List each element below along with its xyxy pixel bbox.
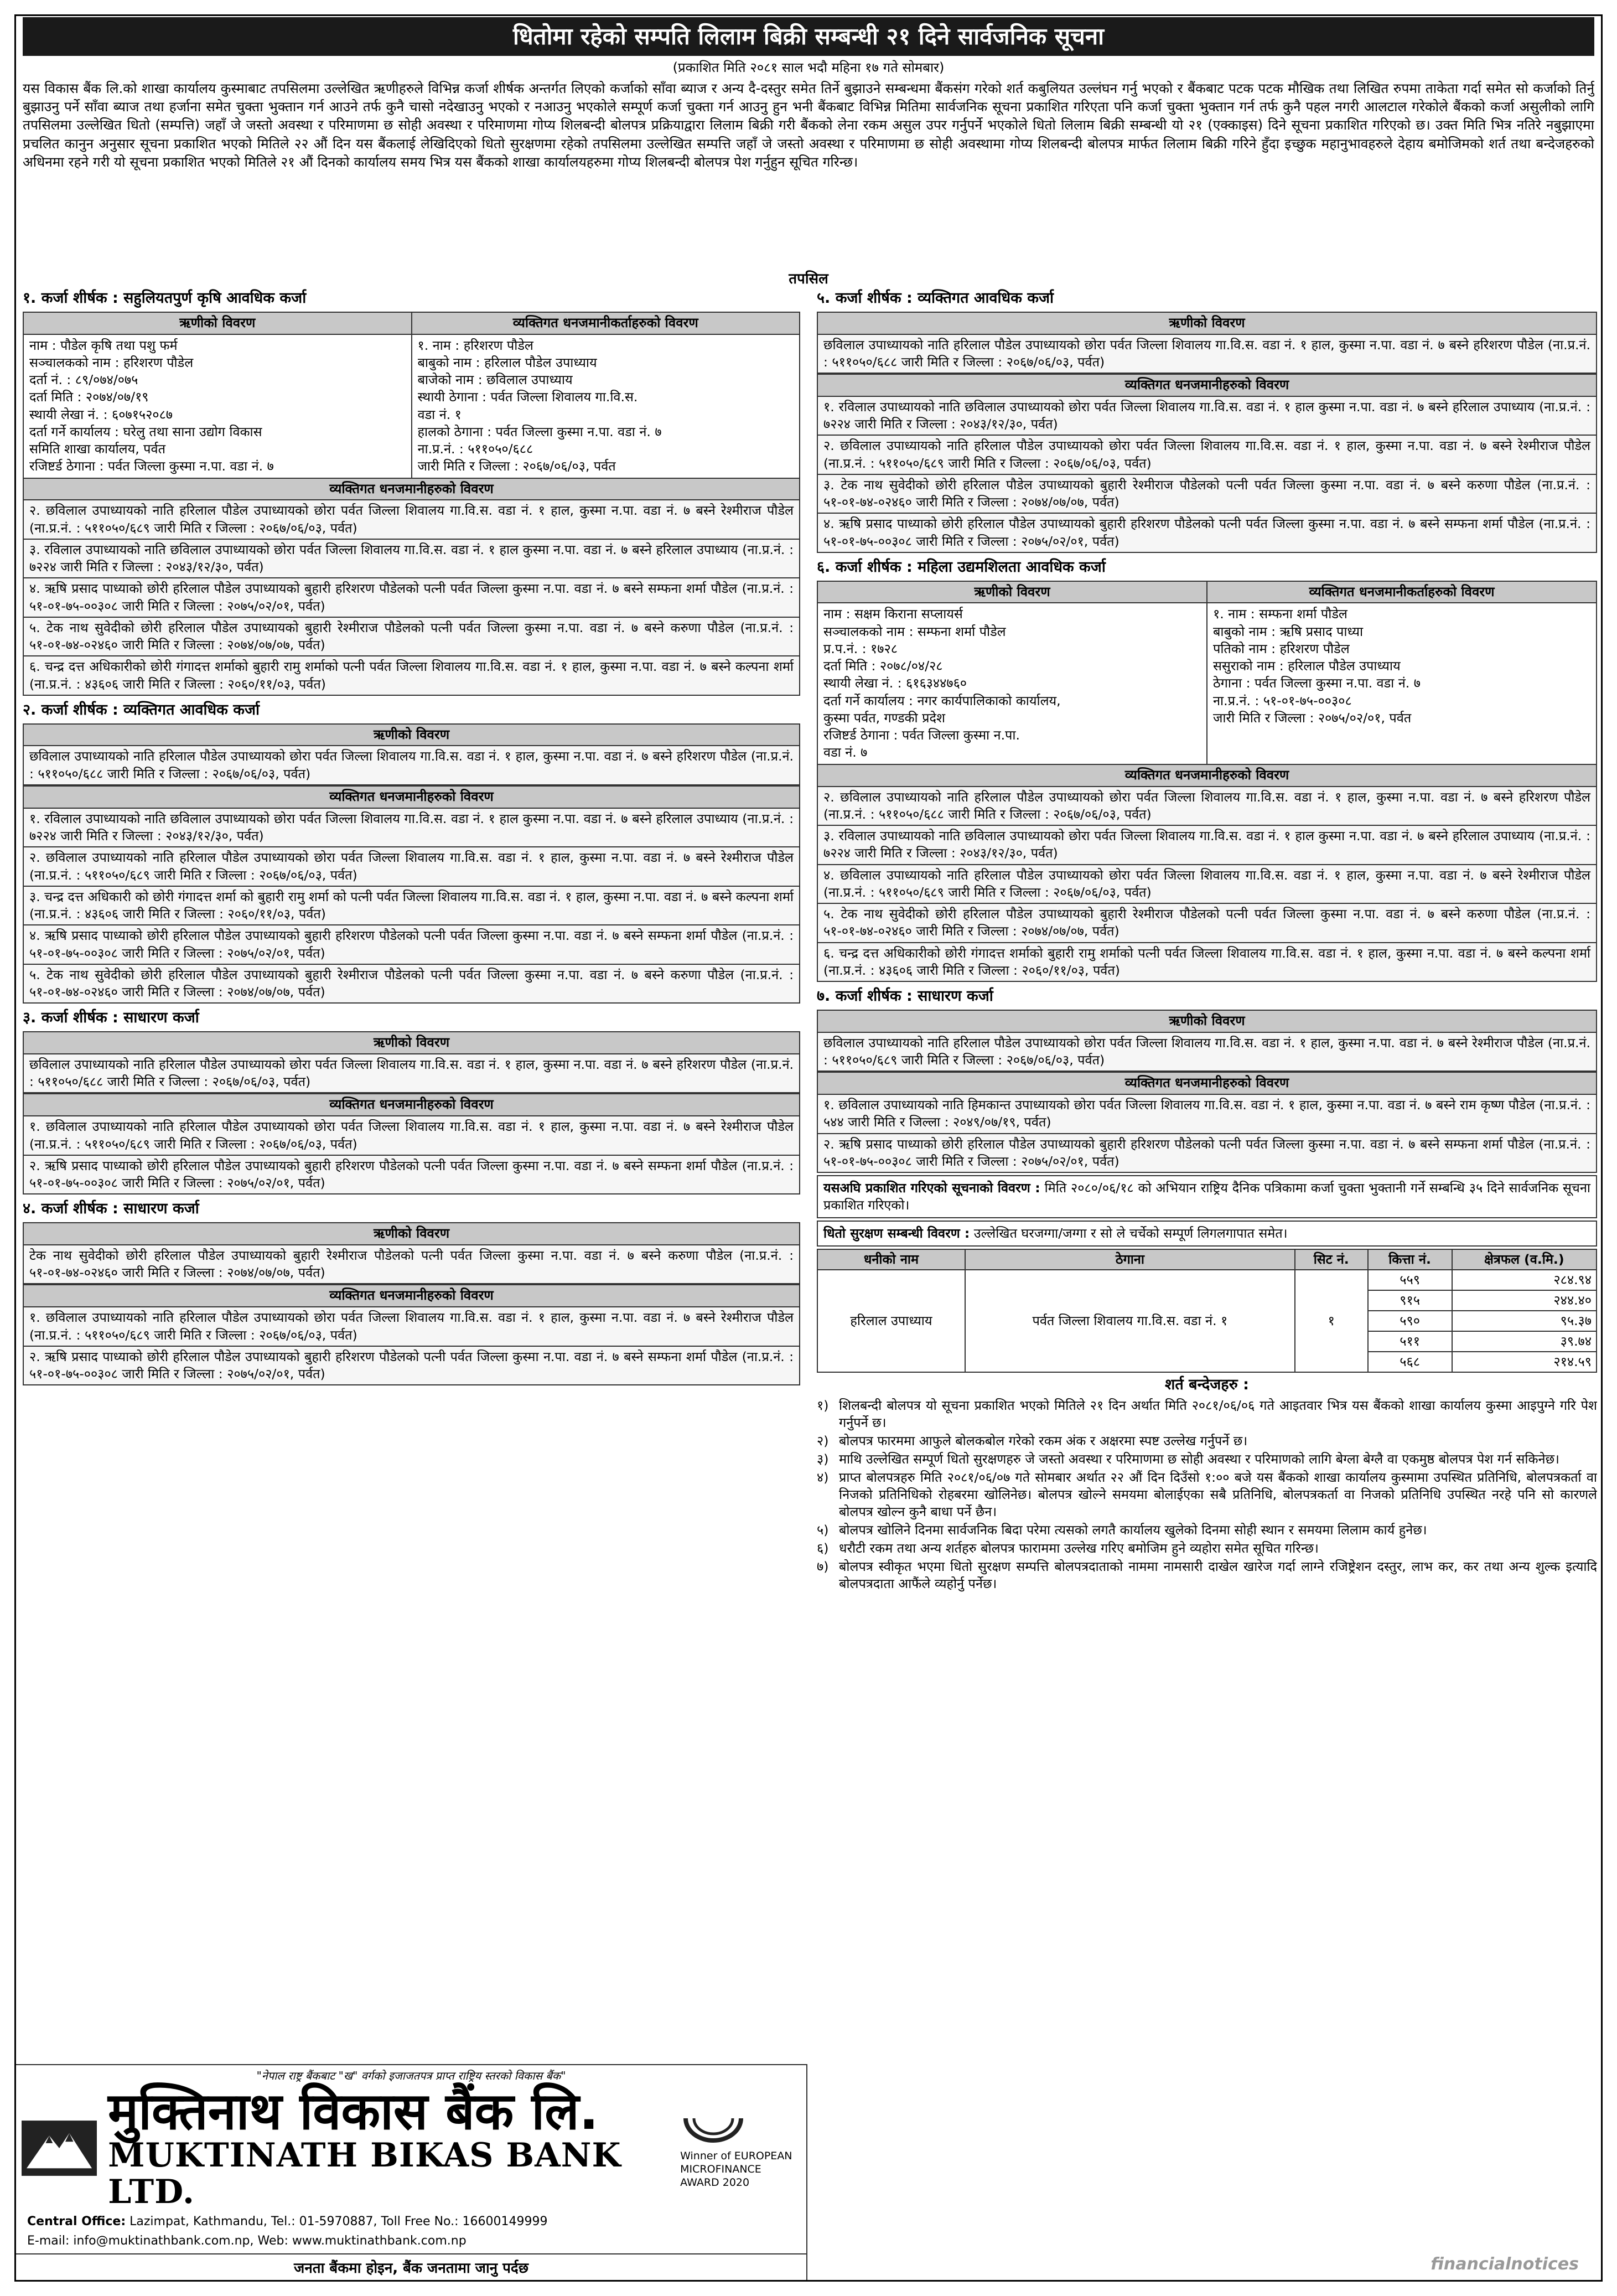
award-badge — [680, 2107, 801, 2189]
borrower-details — [24, 335, 411, 478]
detail-line: बाबुको नाम : ऋषि प्रसाद पाध्या — [1213, 623, 1364, 639]
borrower-details — [818, 603, 1206, 763]
award-text: Winner of EUROPEAN MICROFINANCE AWARD 2020 — [680, 2150, 792, 2189]
detail-line: बाजेको नाम : छविलाल उपाध्याय — [417, 372, 573, 388]
detail-line: दर्ता मिति : २०७८/०४/२८ — [823, 658, 943, 674]
term-item — [817, 1558, 1597, 1592]
cell-area: ९५.३७ — [1452, 1311, 1597, 1331]
publish-date: (प्रकाशित मिति २०८१ साल भदौ महिना १७ गते सोमबार) — [672, 60, 945, 75]
guarantor-details — [412, 335, 800, 478]
detail-line: ना.प्र.नं. : ५११०५०/६८८ — [417, 441, 533, 457]
col-owner: धनीको नाम — [817, 1249, 965, 1270]
section-title: ७. कर्जा शीर्षक : साधारण कर्जा — [817, 987, 993, 1005]
term-text: प्राप्त बोलपत्रहरु मिति २०८१/०६/०७ गते सोमबार अर्थात २२ औं दिन दिउँसो १:०० बजे यस बैंकको शाखा कार्यालय कुस्मामा उपस्थित प्रतिनिधि, बोलपत्रकर्ता वा निजको प्रतिनिधिको रोहबरमा खोलिनेछ। बोलपत्र खोल्ने समयमा बोलाईएका सबै प्रतिनिधि, बोलपत्रकर्ता वा निजको प्रतिनिधि उपस्थित नरहे पनि सो कारणले बोलपत्र खोल्न कुनै बाधा पर्ने छैन। — [839, 1469, 1597, 1519]
borrower-header: ऋणीको विवरण — [818, 1011, 1596, 1033]
cell-kitta: ५६८ — [1368, 1352, 1452, 1372]
term-text: शिलबन्दी बोलपत्र यो सूचना प्रकाशित भएको मितिले २१ दिन अर्थात मिति २०८१/०६/०६ गते आइतवार भित्र यस बैंकको शाखा कार्यालय कुस्मा आइपुग्ने गरि पेश गर्नुपर्ने छ। — [839, 1397, 1597, 1430]
cell-area: २१४.५९ — [1452, 1352, 1597, 1372]
detail-line: नाम : सक्षम किराना सप्लायर्स — [823, 606, 963, 622]
security-text: उल्लेखित घरजग्गा/जग्गा र सो ले चर्चेको सम्पूर्ण लिगलगापात समेत। — [973, 1225, 1288, 1242]
table-row — [817, 1270, 1597, 1290]
cell-area: २८४.९४ — [1452, 1270, 1597, 1290]
detail-line: समिति शाखा कार्यालय, पर्वत — [29, 441, 165, 457]
detail-line: दर्ता नं. : ८९/०७४/०७५ — [29, 372, 138, 388]
security-details — [817, 1221, 1597, 1247]
guarantor-header: व्यक्तिगत धनजमानीकर्ताहरुको विवरण — [1207, 582, 1596, 604]
term-text: धरौटी रकम तथा अन्य शर्तहरु बोलपत्र फाराममा उल्लेख गरिए बमोजिम हुने व्यहोरा समेत सूचित गरिन्छ। — [839, 1540, 1319, 1556]
cell-kitta: ५९० — [1368, 1311, 1452, 1331]
terms-section — [817, 1375, 1597, 1592]
detail-line: कुस्मा पर्वत, गण्डकी प्रदेश — [823, 710, 945, 726]
guarantor-row: ४. छविलाल उपाध्यायको नाति हरिलाल पौडेल उपाध्यायको छोरा पर्वत जिल्ला शिवालय गा.वि.स. वडा नं. १ हाल, कुस्मा न.पा. वडा नं. ७ बस्ने रेश्मीराज पौडेल (ना.प्र.नं. : ५११०५०/६८९ जारी मिति र जिल्ला : २०६७/०६/०३, पर्वत) — [818, 865, 1596, 904]
guarantor-row: ५. टेक नाथ सुवेदीको छोरी हरिलाल पौडेल उपाध्यायको बुहारी रेश्मीराज पौडेलको पत्नी पर्वत जिल्ला कुस्मा न.पा. वडा नं. ७ बस्ने करुणा पौडेल (ना.प्र.नं. : ५१-०१-७४-०२४६० जारी मिति र जिल्ला : २०७४/०७/०७, पर्वत) — [24, 965, 799, 1003]
guarantors-header: व्यक्तिगत धनजमानीहरुको विवरण — [24, 479, 799, 501]
cell-kitta: ९१५ — [1368, 1290, 1452, 1311]
guarantor-row: ३. रविलाल उपाध्यायको नाति छविलाल उपाध्यायको छोरा पर्वत जिल्ला शिवालय गा.वि.स. वडा नं. १ हाल कुस्मा न.पा. वडा नं. ७ बस्ने हरिलाल उपाध्याय (ना.प्र.नं. : ७२२४ जारी मिति र जिल्ला : २०४३/१२/३०, पर्वत) — [818, 826, 1596, 865]
detail-line: रजिष्टर्ड ठेगाना : पर्वत जिल्ला कुस्मा न.पा. — [823, 727, 1020, 743]
guarantors-header: व्यक्तिगत धनजमानीहरुको विवरण — [24, 1284, 799, 1307]
contact-info — [16, 2214, 806, 2230]
license-text: "नेपाल राष्ट्र बैंकबाट "ख" वर्गको इजाजतपत्र प्राप्त राष्ट्रिय स्तरको विकास बैंक" — [256, 2069, 566, 2082]
term-number: ३) — [817, 1451, 829, 1467]
guarantor-row: ४. ऋषि प्रसाद पाध्याको छोरी हरिलाल पौडेल उपाध्यायको बुहारी हरिशरण पौडेलको पत्नी पर्वत जिल्ला कुस्मा न.पा. वडा नं. ७ बस्ने सम्फना शर्मा पौडेल (ना.प्र.नं. : ५१-०१-७५-००३०८ जारी मिति र जिल्ला : २०७५/०२/०१, पर्वत) — [24, 578, 799, 618]
guarantors-header: व्यक्तिगत धनजमानीहरुको विवरण — [818, 374, 1596, 397]
guarantor-row: ६. चन्द्र दत्त अधिकारीको छोरी गंगादत्त शर्माको बुहारी रामु शर्माको पत्नी पर्वत जिल्ला शिवालय गा.वि.स. वडा नं. १ हाल, कुस्मा न.पा. वडा नं. ७ बस्ने कल्पना शर्मा (ना.प्र.नं. : ४३६०६ जारी मिति र जिल्ला : २०६०/११/०३, पर्वत) — [24, 656, 799, 695]
guarantor-row: ५. टेक नाथ सुवेदीको छोरी हरिलाल पौडेल उपाध्यायको बुहारी रेश्मीराज पौडेलको पत्नी पर्वत जिल्ला कुस्मा न.पा. वडा नं. ७ बस्ने करुणा पौडेल (ना.प्र.नं. : ५१-०१-७४-०२४६० जारी मिति र जिल्ला : २०७४/०७/०७, पर्वत) — [24, 618, 799, 657]
detail-line: स्थायी ठेगाना : पर्वत जिल्ला शिवालय गा.वि.स. — [417, 389, 638, 405]
detail-line: ससुराको नाम : हरिलाल पौडेल उपाध्याय — [1213, 658, 1401, 674]
term-item — [817, 1397, 1597, 1431]
term-number: २) — [817, 1433, 829, 1449]
guarantor-row: ३. चन्द्र दत्त अधिकारी को छोरी गंगादत्त शर्मा को बुहारी रामु शर्मा को पत्नी पर्वत जिल्ला शिवालय गा.वि.स. वडा नं. १ हाल, कुस्मा न.पा. वडा नं. ७ बस्ने कल्पना शर्मा (ना.प्र.नं. : ४३६०६ जारी मिति र जिल्ला : २०६०/११/०३, पर्वत) — [24, 887, 799, 926]
col-area: क्षेत्रफल (व.मि.) — [1452, 1249, 1597, 1270]
term-item — [817, 1451, 1597, 1468]
guarantor-row: २. ऋषि प्रसाद पाध्याको छोरी हरिलाल पौडेल उपाध्यायको बुहारी हरिशरण पौडेलको पत्नी पर्वत जिल्ला कुस्मा न.पा. वडा नं. ७ बस्ने सम्फना शर्मा पौडेल (ना.प्र.नं. : ५१-०१-७५-००३०८ जारी मिति र जिल्ला : २०७५/०२/०१, पर्वत) — [24, 1347, 799, 1385]
borrower-header: ऋणीको विवरण — [818, 313, 1596, 335]
cell-owner: हरिलाल उपाध्याय — [817, 1270, 965, 1372]
section-title: ३. कर्जा शीर्षक : साधारण कर्जा — [23, 1009, 199, 1027]
borrower-header: ऋणीको विवरण — [24, 725, 799, 747]
borrower-header: ऋणीको विवरण — [24, 313, 411, 335]
guarantor-row: २. ऋषि प्रसाद पाध्याको छोरी हरिलाल पौडेल उपाध्यायको बुहारी हरिशरण पौडेलको पत्नी पर्वत जिल्ला कुस्मा न.पा. वडा नं. ७ बस्ने सम्फना शर्मा पौडेल (ना.प्र.नं. : ५१-०१-७५-००३०८ जारी मिति र जिल्ला : २०७५/०२/०१, पर्वत) — [818, 1134, 1596, 1172]
section-title: २. कर्जा शीर्षक : व्यक्तिगत आवधिक कर्जा — [23, 701, 260, 718]
term-number: ४) — [817, 1469, 829, 1485]
guarantor-row: ५. टेक नाथ सुवेदीको छोरी हरिलाल पौडेल उपाध्यायको बुहारी रेश्मीराज पौडेलको पत्नी पर्वत जिल्ला कुस्मा न.पा. वडा नं. ७ बस्ने करुणा पौडेल (ना.प्र.नं. : ५१-०१-७४-०२४६० जारी मिति र जिल्ला : २०७४/०७/०७, पर्वत) — [818, 904, 1596, 943]
guarantor-row: ४. ऋषि प्रसाद पाध्याको छोरी हरिलाल पौडेल उपाध्यायको बुहारी हरिशरण पौडेलको पत्नी पर्वत जिल्ला कुस्मा न.पा. वडा नं. ७ बस्ने सम्फना शर्मा पौडेल (ना.प्र.नं. : ५१-०१-७५-००३०८ जारी मिति र जिल्ला : २०७५/०२/०१, पर्वत) — [24, 925, 799, 965]
detail-line: दर्ता गर्ने कार्यालय : घरेलु तथा साना उद्योग विकास — [29, 423, 262, 439]
detail-line: वडा नं. १ — [417, 406, 462, 422]
term-text: बोलपत्र फारममा आफुले बोलकबोल गरेको रकम अंक र अक्षरमा स्पष्ट उल्लेख गर्नुपर्ने छ। — [839, 1433, 1248, 1449]
detail-line: सञ्चालकको नाम : हरिशरण पौडेल — [29, 354, 194, 370]
guarantor-row: १. छविलाल उपाध्यायको नाति हरिलाल पौडेल उपाध्यायको छोरा पर्वत जिल्ला शिवालय गा.वि.स. वडा नं. १ हाल, कुस्मा न.पा. वडा नं. ७ बस्ने रेश्मीराज पौडेल (ना.प्र.नं. : ५११०५०/६८९ जारी मिति र जिल्ला : २०६७/०६/०३, पर्वत) — [24, 1116, 799, 1156]
term-item — [817, 1469, 1597, 1521]
cell-kitta: ५११ — [1368, 1331, 1452, 1352]
guarantor-row: २. छविलाल उपाध्यायको नाति हरिलाल पौडेल उपाध्यायको छोरा पर्वत जिल्ला शिवालय गा.वि.स. वडा नं. १ हाल, कुस्मा न.पा. वडा नं. ७ बस्ने हरिशरण पौडेल (ना.प्र.नं. : ५११०५०/६८८ जारी मिति र जिल्ला : २०६७/०६/०३, पर्वत) — [818, 787, 1596, 826]
borrower-row: छविलाल उपाध्यायको नाति हरिलाल पौडेल उपाध्यायको छोरा पर्वत जिल्ला शिवालय गा.वि.स. वडा नं. १ हाल, कुस्मा न.पा. वडा नं. ७ बस्ने रेश्मीराज पौडेल (ना.प्र.नं. : ५११०५०/६८९ जारी मिति र जिल्ला : २०६७/०६/०३, पर्वत) — [818, 1033, 1596, 1072]
detail-line: प्र.प.नं. : १७२८ — [823, 640, 898, 656]
cell-address: पर्वत जिल्ला शिवालय गा.वि.स. वडा नं. १ — [965, 1270, 1295, 1372]
security-label: धितो सुरक्षण सम्बन्धी विवरण : — [823, 1225, 970, 1242]
guarantor-header: व्यक्तिगत धनजमानीकर्ताहरुको विवरण — [412, 313, 800, 335]
guarantor-row: ३. रविलाल उपाध्यायको नाति छविलाल उपाध्यायको छोरा पर्वत जिल्ला शिवालय गा.वि.स. वडा नं. १ हाल कुस्मा न.पा. वडा नं. ७ बस्ने हरिलाल उपाध्याय (ना.प्र.नं. : ७२२४ जारी मिति र जिल्ला : २०४३/१२/३०, पर्वत) — [24, 540, 799, 579]
col-kitta: कित्ता नं. — [1368, 1249, 1452, 1270]
office-label: Central Office: — [27, 2215, 126, 2229]
guarantors-header: व्यक्तिगत धनजमानीहरुको विवरण — [818, 765, 1596, 787]
cell-area: ३९.७४ — [1452, 1331, 1597, 1352]
borrower-row: छविलाल उपाध्यायको नाति हरिलाल पौडेल उपाध्यायको छोरा पर्वत जिल्ला शिवालय गा.वि.स. वडा नं. १ हाल, कुस्मा न.पा. वडा नं. ७ बस्ने हरिशरण पौडेल (ना.प्र.नं. : ५११०५०/६८८ जारी मिति र जिल्ला : २०६७/०६/०३, पर्वत) — [24, 1054, 799, 1094]
term-item — [817, 1522, 1597, 1539]
detail-line: १. नाम : हरिशरण पौडेल — [417, 337, 533, 353]
term-number: ७) — [817, 1558, 829, 1574]
borrower-header: ऋणीको विवरण — [24, 1032, 799, 1054]
cell-kitta: ५५९ — [1368, 1270, 1452, 1290]
detail-line: स्थायी लेखा नं. : ६०७१५२०८७ — [29, 406, 173, 422]
office-address: Lazimpat, Kathmandu, Tel.: 01-5970887, Toll Free No.: 16600149999 — [129, 2215, 548, 2229]
detail-line: १. नाम : सम्फना शर्मा पौडेल — [1213, 606, 1348, 622]
detail-line: ठेगाना : पर्वत जिल्ला कुस्मा न.पा. वडा नं. ७ — [1213, 675, 1421, 691]
section-title: ५. कर्जा शीर्षक : व्यक्तिगत आवधिक कर्जा — [817, 289, 1054, 307]
previous-notice — [817, 1175, 1597, 1218]
term-text: बोलपत्र स्वीकृत भएमा धितो सुरक्षण सम्पत्ति बोलपत्रदाताको नाममा नामसारी दाखेल खारेज गर्दा लाग्ने रजिष्ट्रेशन दस्तुर, लाभ कर, कर तथा अन्य शुल्क इत्यादि बोलपत्रदाता आफैंले व्यहोर्नु पर्नेछ। — [839, 1558, 1597, 1591]
loan-section-2 — [23, 723, 800, 1004]
footer — [16, 2064, 807, 2280]
intro-paragraph: यस विकास बैंक लि.को शाखा कार्यालय कुस्माबाट तपसिलमा उल्लेखित ऋणीहरुले विभिन्न कर्जा शीर्षक अन्तर्गत लिएको कर्जाको साँवा ब्याज र अन्य दै-दस्तुर समेत तिर्ने बुझाउने सम्बन्धमा बैंकसंग गरेको शर्त कबुलियत उल्लंघन गर्नु भएको र बैंकबाट पटक पटक मौखिक तथा लिखित रुपमा ताकेता गर्दा समेत सो कर्जाको तिर्नु बुझाउनु पर्ने साँवा ब्याज तथा हर्जाना समेत चुक्ता भुक्तान गर्न आउने तर्फ कुनै चासो नदेखाउनु भएको र नआउनु भएकोले सम्पूर्ण कर्जा चुक्ता गर्न आउनु हुन भनी बैंकबाट विभिन्न मितिमा सार्वजनिक सूचना प्रकाशित गरिएता पनि कर्जा चुक्ता भुक्तान गर्न तर्फ कुनै पहल नगरी आलटाल गरेकोले बैंकको कर्जा असुलीको लागि तपसिलमा उल्लेखित धितो (सम्पत्ति) जहाँ जे जस्तो अवस्था र परिमाणमा छ सोही अवस्था र परिमाणमा गोप्य शिलबन्दी बोलपत्र प्रक्रियाद्वारा लिलाम बिक्री गरी बैंकको लेना रकम असुल उपर गर्नुपर्ने भएकोले धितो लिलाम बिक्री सम्बन्धी यो २१ (एक्काइस) दिने सूचना प्रकाशित गरिएको छ। उक्त मिति भित्र नतिरे नबुझाएमा प्रचलित कानुन अनुसार सूचना प्रकाशित भएको मितिले २२ औं दिन यस बैंकलाई लेखिदिएको धितो सुरक्षणमा रहेको तपसिलमा उल्लेखित सम्पत्ति जहाँ जे जस्तो अवस्था र परिमाणमा छ सोही अवस्थामा गोप्य शिलबन्दी बोलपत्र मार्फत लिलाम बिक्री गरिने हुँदा इच्छुक महानुभावहरुले देहाय बमोजिमको शर्त तथा बन्देजहरुको अधिनमा रहने गरी यो सूचना प्रकाशित भएको मितिले २१ औं दिनको कार्यालय समय भित्र यस बैंकको शाखा कार्यालयहरुमा गोप्य शिलबन्दी बोलपत्र पेश गर्नुहुन सूचित गरिन्छ। — [23, 80, 1594, 170]
loan-section-5 — [817, 312, 1597, 553]
bank-name-nepali: मुक्तिनाथ विकास बैंक लि. — [108, 2082, 599, 2142]
col-sheet: सिट नं. — [1295, 1249, 1368, 1270]
bank-name-english: MUKTINATH BIKAS BANK LTD. — [108, 2136, 621, 2212]
guarantor-row: ४. ऋषि प्रसाद पाध्याको छोरी हरिलाल पौडेल उपाध्यायको बुहारी हरिशरण पौडेलको पत्नी पर्वत जिल्ला कुस्मा न.पा. वडा नं. ७ बस्ने सम्फना शर्मा पौडेल (ना.प्र.नं. : ५१-०१-७५-००३०८ जारी मिति र जिल्ला : २०७५/०२/०१, पर्वत) — [818, 514, 1596, 552]
collateral-table — [817, 1249, 1597, 1373]
guarantors-header: व्यक्तिगत धनजमानीहरुको विवरण — [24, 1093, 799, 1116]
terms-title: शर्त बन्देजहरु : — [1165, 1376, 1249, 1394]
guarantor-row: २. छविलाल उपाध्यायको नाति हरिलाल पौडेल उपाध्यायको छोरा पर्वत जिल्ला शिवालय गा.वि.स. वडा नं. १ हाल, कुस्मा न.पा. वडा नं. ७ बस्ने रेश्मीराज पौडेल (ना.प्र.नं. : ५११०५०/६८९ जारी मिति र जिल्ला : २०६७/०६/०३, पर्वत) — [24, 500, 799, 540]
section-title: ६. कर्जा शीर्षक : महिला उद्यमशिलता आवधिक कर्जा — [817, 558, 1106, 576]
term-text: माथि उल्लेखित सम्पूर्ण धितो सुरक्षणहरु जे जस्तो अवस्था र परिमाणमा छ सोही अवस्था र परिमाणको लागि बेग्ला बेग्लै वा एकमुष्ठ बोलपत्र पेश गर्न सकिनेछ। — [839, 1451, 1559, 1467]
borrower-header: ऋणीको विवरण — [818, 582, 1206, 604]
col-address: ठेगाना — [965, 1249, 1295, 1270]
detail-line: बाबुको नाम : हरिलाल पौडेल उपाध्याय — [417, 354, 597, 370]
guarantor-row: २. ऋषि प्रसाद पाध्याको छोरी हरिलाल पौडेल उपाध्यायको बुहारी हरिशरण पौडेलको पत्नी पर्वत जिल्ला कुस्मा न.पा. वडा नं. ७ बस्ने सम्फना शर्मा पौडेल (ना.प्र.नं. : ५१-०१-७५-००३०८ जारी मिति र जिल्ला : २०७५/०२/०१, पर्वत) — [24, 1156, 799, 1194]
borrower-row: टेक नाथ सुवेदीको छोरी हरिलाल पौडेल उपाध्यायको बुहारी रेश्मीराज पौडेलको पत्नी पर्वत जिल्ला कुस्मा न.पा. वडा नं. ७ बस्ने करुणा पौडेल (ना.प्र.नं. : ५१-०१-७४-०२४६० जारी मिति र जिल्ला : २०७४/०७/०७, पर्वत) — [24, 1245, 799, 1285]
guarantor-details — [1207, 603, 1596, 729]
detail-line: दर्ता गर्ने कार्यालय : नगर कार्यपालिकाको कार्यालय, — [823, 692, 1061, 709]
email-web: E-mail: info@muktinathbank.com.np, Web: www.muktinathbank.com.np — [27, 2234, 467, 2248]
detail-line: ना.प्र.नं. : ५१-०१-७५-००३०८ — [1213, 692, 1352, 709]
watermark: financialnotices — [1431, 2254, 1579, 2274]
term-text: बोलपत्र खोलिने दिनमा सार्वजनिक बिदा परेमा त्यसको लगतै कार्यालय खुलेको दिनमा सोही स्थान र समयमा लिलाम कार्य हुनेछ। — [839, 1522, 1427, 1538]
loan-section-7 — [817, 1010, 1597, 1173]
guarantor-row: २. छविलाल उपाध्यायको नाति हरिलाल पौडेल उपाध्यायको छोरा पर्वत जिल्ला शिवालय गा.वि.स. वडा नं. १ हाल, कुस्मा न.पा. वडा नं. ७ बस्ने रेश्मीराज पौडेल (ना.प्र.नं. : ५११०५०/६८९ जारी मिति र जिल्ला : २०६७/०६/०३, पर्वत) — [818, 436, 1596, 475]
borrower-row: छविलाल उपाध्यायको नाति हरिलाल पौडेल उपाध्यायको छोरा पर्वत जिल्ला शिवालय गा.वि.स. वडा नं. १ हाल, कुस्मा न.पा. वडा नं. ७ बस्ने हरिशरण पौडेल (ना.प्र.नं. : ५११०५०/६८८ जारी मिति र जिल्ला : २०६७/०६/०३, पर्वत) — [818, 335, 1596, 374]
right-column — [817, 284, 1597, 2280]
notice-title: धितोमा रहेको सम्पति लिलाम बिक्री सम्बन्धी २१ दिने सार्वजनिक सूचना — [23, 17, 1594, 56]
detail-line: हालको ठेगाना : पर्वत जिल्ला कुस्मा न.पा. वडा नं. ७ — [417, 423, 662, 439]
detail-line: जारी मिति र जिल्ला : २०७५/०२/०१, पर्वत — [1213, 710, 1412, 726]
loan-section-6 — [817, 581, 1597, 982]
guarantor-row: १. रविलाल उपाध्यायको नाति छविलाल उपाध्यायको छोरा पर्वत जिल्ला शिवालय गा.वि.स. वडा नं. १ हाल कुस्मा न.पा. वडा नं. ७ बस्ने हरिलाल उपाध्याय (ना.प्र.नं. : ७२२४ जारी मिति र जिल्ला : २०४३/१२/३०, पर्वत) — [818, 397, 1596, 436]
award-icon — [680, 2107, 747, 2146]
detail-line: रजिष्टर्ड ठेगाना : पर्वत जिल्ला कुस्मा न.पा. वडा नं. ७ — [29, 458, 274, 474]
loan-section-4 — [23, 1222, 800, 1385]
term-item — [817, 1433, 1597, 1450]
cell-area: २४४.४० — [1452, 1290, 1597, 1311]
loan-section-3 — [23, 1031, 800, 1194]
previous-notice-text: मिति २०८०/०६/१८ को अभियान राष्ट्रिय दैनिक पत्रिकामा कर्जा चुक्ता भुक्तानी गर्ने सम्बन्धि ३५ दिने सार्वजनिक सूचना प्रकाशित गरिएको। — [823, 1180, 1590, 1213]
term-number: ६) — [817, 1540, 829, 1556]
tapsil-heading: तपसिल — [789, 270, 828, 287]
previous-notice-label: यसअघि प्रकाशित गरिएको सूचनाको विवरण : — [823, 1180, 1040, 1196]
detail-line: सञ्चालकको नाम : सम्फना शर्मा पौडेल — [823, 623, 1006, 639]
section-title: ४. कर्जा शीर्षक : साधारण कर्जा — [23, 1200, 199, 1218]
notice-page — [14, 14, 1603, 2282]
guarantor-row: २. छविलाल उपाध्यायको नाति हरिलाल पौडेल उपाध्यायको छोरा पर्वत जिल्ला शिवालय गा.वि.स. वडा नं. १ हाल, कुस्मा न.पा. वडा नं. ७ बस्ने रेश्मीराज पौडेल (ना.प्र.नं. : ५११०५०/६८९ जारी मिति र जिल्ला : २०६७/०६/०३, पर्वत) — [24, 847, 799, 887]
detail-line: नाम : पौडेल कृषि तथा पशु फर्म — [29, 337, 178, 353]
borrower-header: ऋणीको विवरण — [24, 1223, 799, 1245]
left-column — [23, 284, 800, 2280]
detail-line: दर्ता मिति : २०७४/०७/१९ — [29, 389, 149, 405]
guarantor-row: १. छविलाल उपाध्यायको नाति हरिलाल पौडेल उपाध्यायको छोरा पर्वत जिल्ला शिवालय गा.वि.स. वडा नं. १ हाल, कुस्मा न.पा. वडा नं. ७ बस्ने रेश्मीराज पौडेल (ना.प्र.नं. : ५११०५०/६८९ जारी मिति र जिल्ला : २०६७/०६/०३, पर्वत) — [24, 1307, 799, 1347]
term-item — [817, 1540, 1597, 1557]
term-number: १) — [817, 1397, 829, 1413]
section-title: १. कर्जा शीर्षक : सहुलियतपुर्ण कृषि आवधिक कर्जा — [23, 289, 307, 307]
term-number: ५) — [817, 1522, 829, 1538]
guarantors-header: व्यक्तिगत धनजमानीहरुको विवरण — [24, 785, 799, 809]
cell-sheet: १ — [1295, 1270, 1368, 1372]
guarantors-header: व्यक्तिगत धनजमानीहरुको विवरण — [818, 1072, 1596, 1095]
bank-logo-icon — [22, 2118, 97, 2179]
guarantor-row: ६. चन्द्र दत्त अधिकारीको छोरी गंगादत्त शर्माको बुहारी रामु शर्माको पत्नी पर्वत जिल्ला शिवालय गा.वि.स. वडा नं. १ हाल, कुस्मा न.पा. वडा नं. ७ बस्ने कल्पना शर्मा (ना.प्र.नं. : ४३६०६ जारी मिति र जिल्ला : २०६०/११/०३, पर्वत) — [818, 943, 1596, 981]
detail-line: स्थायी लेखा नं. : ६१६३४४७६० — [823, 675, 967, 691]
guarantor-row: १. छविलाल उपाध्यायको नाति हिमकान्त उपाध्यायको छोरा पर्वत जिल्ला शिवालय गा.वि.स. वडा नं. १ हाल, कुस्मा न.पा. वडा नं. ७ बस्ने राम कृष्ण पौडेल (ना.प्र.नं. : ५४४ जारी मिति र जिल्ला : २०४९/०७/१९, पर्वत) — [818, 1095, 1596, 1134]
bank-slogan: जनता बैंकमा होइन, बैंक जनतामा जानु पर्दछ — [16, 2253, 806, 2278]
loan-section-1 — [23, 312, 800, 696]
guarantor-row: ३. टेक नाथ सुवेदीको छोरी हरिलाल पौडेल उपाध्यायको बुहारी रेश्मीराज पौडेलको पत्नी पर्वत जिल्ला कुस्मा न.पा. वडा नं. ७ बस्ने करुणा पौडेल (ना.प्र.नं. : ५१-०१-७४-०२४६० जारी मिति र जिल्ला : २०७४/०७/०७, पर्वत) — [818, 475, 1596, 514]
detail-line: वडा नं. ७ — [823, 744, 868, 761]
detail-line: पतिको नाम : हरिशरण पौडेल — [1213, 640, 1350, 656]
borrower-row: छविलाल उपाध्यायको नाति हरिलाल पौडेल उपाध्यायको छोरा पर्वत जिल्ला शिवालय गा.वि.स. वडा नं. १ हाल, कुस्मा न.पा. वडा नं. ७ बस्ने हरिशरण पौडेल (ना.प्र.नं. : ५११०५०/६८८ जारी मिति र जिल्ला : २०६७/०६/०३, पर्वत) — [24, 746, 799, 785]
guarantor-row: १. रविलाल उपाध्यायको नाति छविलाल उपाध्यायको छोरा पर्वत जिल्ला शिवालय गा.वि.स. वडा नं. १ हाल कुस्मा न.पा. वडा नं. ७ बस्ने हरिलाल उपाध्याय (ना.प्र.नं. : ७२२४ जारी मिति र जिल्ला : २०४३/१२/३०, पर्वत) — [24, 809, 799, 848]
detail-line: जारी मिति र जिल्ला : २०६७/०६/०३, पर्वत — [417, 458, 616, 474]
